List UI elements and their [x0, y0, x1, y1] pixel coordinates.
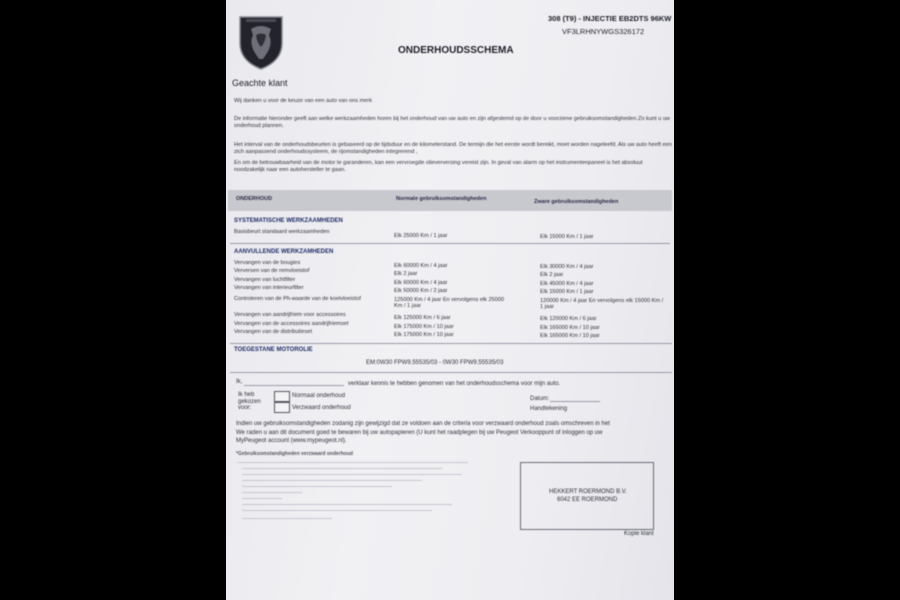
table-row [234, 229, 664, 240]
fineprint-line [242, 504, 452, 505]
chosen-label: Ik heb gekozen voor: [238, 392, 261, 411]
row-task: Vervangen van interieurfilter [234, 285, 304, 291]
column-header-heavy: Zware gebruiksomstandigheden [534, 199, 619, 205]
row-normal-interval: Elk 50000 Km / 2 jaar [394, 288, 448, 294]
fineprint-line [242, 510, 432, 511]
row-heavy-interval: Elk 2 jaar [540, 272, 564, 278]
maintenance-document [226, 0, 674, 600]
fineprint-line [238, 462, 468, 463]
intro-paragraph-3: Het interval van de onderhoudsbeurten is gebaseerd op de tijdsduur en de kilometerstand. De termijn die het eerste wordt bereikt, moet worden nageleefd. Als uw auto heeft een zich aanpassend onderhoudssysteem, de rijomstandigheden integrerend , [234, 142, 672, 155]
row-task: Vervangen van de bougies [234, 260, 301, 266]
name-line [244, 385, 344, 386]
dealer-name: HEKKERT ROERMOND B.V. [549, 489, 627, 495]
document-photo [226, 0, 674, 600]
option-heavy-label: Verzwaard onderhoud [292, 405, 351, 411]
row-normal-interval: Elk 2 jaar [394, 271, 418, 277]
declaration-prefix: Ik, [236, 379, 243, 385]
row-normal-interval: Elk 175000 Km / 10 jaar [394, 332, 454, 338]
row-normal-interval: Elk 60000 Km / 4 jaar [394, 263, 448, 269]
fineprint-line [242, 492, 302, 493]
table-row [234, 277, 664, 287]
divider [230, 372, 672, 373]
section-title-systematic: SYSTEMATISCHE WERKZAAMHEDEN [234, 218, 343, 224]
dealer-stamp [520, 462, 654, 530]
note-line-3: MyPeugeot account (www.mypeugeot.nl). [236, 438, 347, 444]
date-line [550, 401, 600, 402]
row-normal-interval: Elk 125000 Km / 6 jaar [394, 315, 451, 321]
note-line-2: We raden u aan dit document goed te bewaren bij uw autopapieren (U kunt het raadplegen bij uw Peugeot Verkooppunt of inloggen op uw [236, 430, 603, 436]
fineprint-line [242, 486, 392, 487]
table-row [234, 312, 664, 322]
table-row [234, 268, 664, 278]
row-heavy-interval: Elk 15000 Km / 1 jaar [540, 234, 594, 240]
section-title-engine-oil: TOEGESTANE MOTOROLIE [234, 347, 313, 353]
table-row [234, 285, 664, 295]
heavy-maintenance-checkbox[interactable] [274, 402, 290, 413]
table-row [234, 296, 664, 310]
row-task: Vervangen van de accessoires aandrijfriemset [234, 321, 349, 327]
fineprint-title: *Gebruiksomstandigheden verzwaard onderhoud [236, 451, 353, 457]
fineprint-line [242, 480, 422, 481]
option-normal-label: Normaal onderhoud [292, 393, 346, 399]
signature-label: Handtekening [530, 406, 568, 412]
vehicle-model: 308 (T9) - INJECTIE EB2DTS 96KW [548, 14, 672, 23]
date-label: Datum: [530, 396, 550, 402]
row-task: Vervangen van de distributieset [234, 329, 313, 335]
greeting: Geachte klant [232, 78, 288, 88]
divider [230, 343, 672, 344]
table-header [228, 190, 672, 211]
normal-maintenance-checkbox[interactable] [274, 391, 290, 402]
copy-label: Kopie klant [624, 531, 654, 537]
dealer-address: 6042 EE ROERMOND [557, 497, 618, 503]
row-normal-interval: Elk 25000 Km / 1 jaar [394, 233, 448, 239]
row-task: Vervangen van aandrijfriem voor accessoires [234, 312, 346, 318]
peugeot-lion-logo-icon [236, 13, 286, 71]
row-task: Basisbeurt standaard werkzaamheden [234, 229, 330, 235]
row-heavy-interval: Elk 165000 Km / 10 jaar [540, 333, 600, 339]
fineprint-line [242, 498, 282, 499]
note-line-1: Indien uw gebruiksomstandigheden zodanig zijn gewijzigd dat ze voldoen aan de criteria voor verzwaard onderhoud zoals omschreven in het [236, 421, 610, 427]
row-normal-interval: Elk 60000 Km / 4 jaar [394, 280, 448, 286]
fineprint-line [242, 518, 332, 519]
row-heavy-interval: Elk 15000 Km / 1 jaar [540, 289, 594, 295]
fineprint-line [242, 474, 462, 475]
divider [230, 243, 670, 244]
intro-paragraph-1: Wij danken u voor de keuze van een auto van ons merk [234, 98, 373, 104]
intro-paragraph-2: De informatie hieronder geeft aan welke werkzaamheden horen bij het onderhoud van uw auto en zijn afgestemd op de door u voorziene gebruiksomstandigheden.Zo kunt u uw onderhoud plannen. [234, 116, 670, 129]
row-task: Verversen van de remvloeistof [234, 268, 310, 274]
declaration-text: verklaar kennis te hebben genomen van het onderhoudsschema voor mijn auto. [348, 381, 561, 387]
row-heavy-interval: 120000 Km / 4 jaar En vervolgens elk 15000 Km / 1 jaar [540, 298, 664, 310]
table-row [234, 260, 664, 270]
column-header-maintenance: ONDERHOUD [236, 196, 273, 202]
row-normal-interval: 125000 Km / 4 jaar En vervolgens elk 25000 Km / 1 jaar [394, 297, 505, 309]
table-row [234, 321, 664, 331]
row-heavy-interval: Elk 30000 Km / 4 jaar [540, 264, 594, 270]
column-header-normal: Normale gebruiksomstandigheden [396, 196, 487, 202]
row-heavy-interval: Elk 120000 Km / 6 jaar [540, 316, 597, 322]
engine-oil-value: EM:0W30 FPW9.55535/03 - 0W30 FPW9.55535/03 [366, 360, 504, 366]
row-task: Controleren van de Ph-waarde van de koelvloeistof [234, 296, 361, 302]
fineprint-line [242, 468, 442, 469]
page-title: ONDERHOUDSSCHEMA [398, 45, 514, 56]
row-normal-interval: Elk 175000 Km / 10 jaar [394, 324, 454, 330]
vehicle-vin: VF3LRHNYWGS326172 [562, 27, 645, 36]
section-title-additional: AANVULLENDE WERKZAMHEDEN [234, 249, 334, 255]
row-heavy-interval: Elk 45000 Km / 4 jaar [540, 281, 594, 287]
table-row [234, 329, 664, 339]
intro-paragraph-4: En om de betrouwbaarheid van de motor te garanderen, kan een vervroegde olieverversing vereist zijn. In geval van alarm op het instrumentenpaneel is het absoluut noodzakelijk naar een autohersteller te gaan. [234, 160, 643, 173]
row-heavy-interval: Elk 165000 Km / 10 jaar [540, 325, 600, 331]
row-task: Vervangen van luchtfilter [234, 277, 296, 283]
